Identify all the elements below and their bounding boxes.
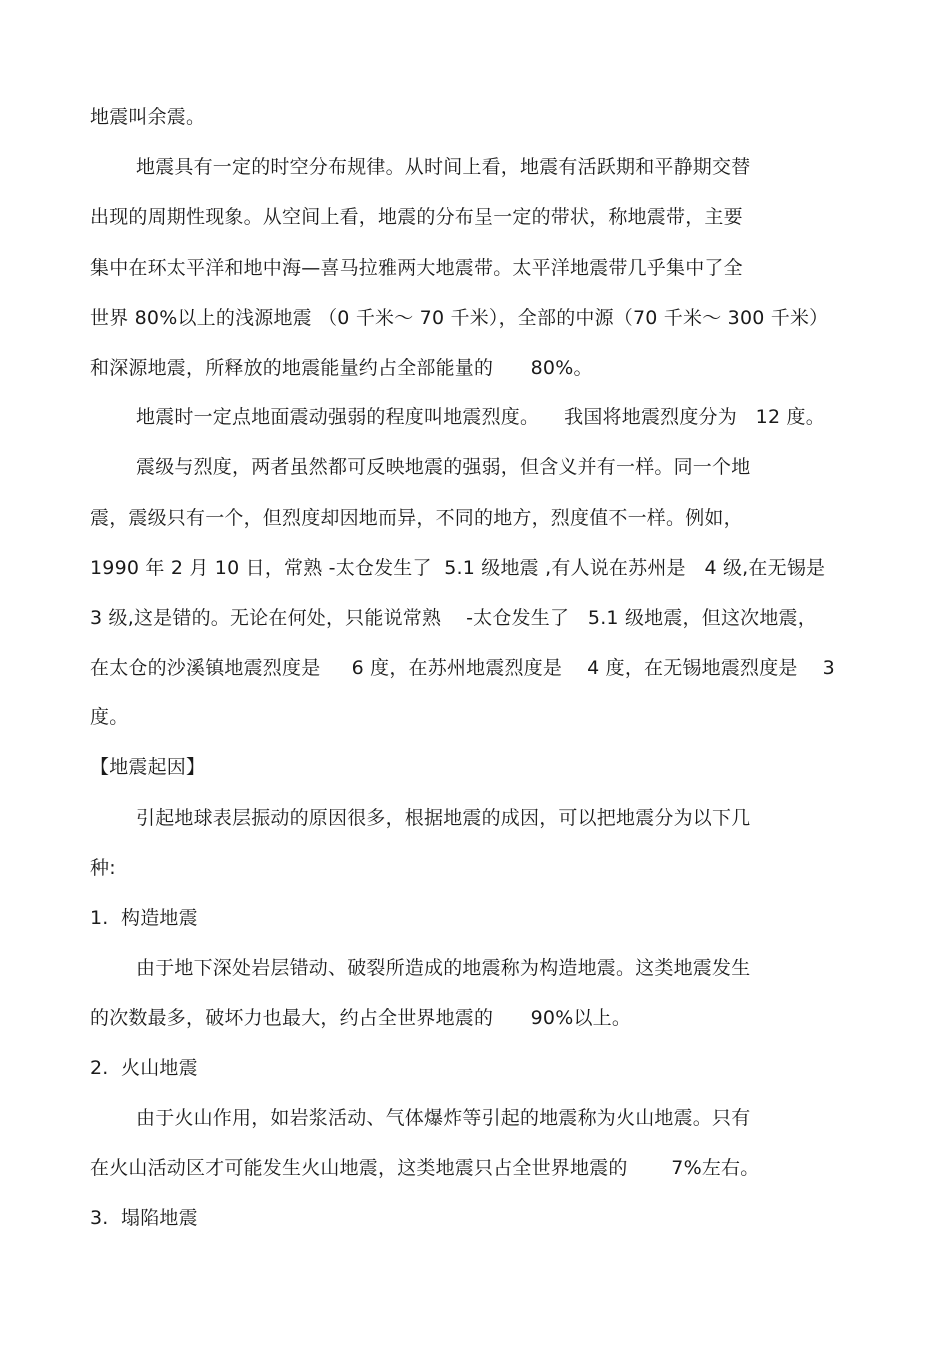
text-line: 的次数最多，破坏力也最大，约占全世界地震的 90%以上。 [90,1007,632,1029]
text-line: 地震叫余震。 [90,106,206,128]
text-line: 世界 80%以上的浅源地震 （0 千米～ 70 千米），全部的中源（70 千米～ 300 千米） [90,307,829,329]
text-line: 震级与烈度，两者虽然都可反映地震的强弱，但含义并有一样。同一个地 [136,456,751,478]
text-line: 由于火山作用，如岩浆活动、气体爆炸等引起的地震称为火山地震。只有 [136,1107,751,1129]
text-line: 1990 年 2 月 10 日，常熟 -太仓发生了 5.1 级地震 ,有人说在苏州是 4 级,在无锡是 [90,557,826,579]
text-line: 度。 [90,706,129,728]
text-line: 集中在环太平洋和地中海—喜马拉雅两大地震带。太平洋地震带几乎集中了全 [90,257,743,279]
text-line: 地震具有一定的时空分布规律。从时间上看，地震有活跃期和平静期交替 [136,156,751,178]
text-line: 种: [90,857,116,879]
text-line: 3 级,这是错的。无论在何处，只能说常熟 -太仓发生了 5.1 级地震，但这次地震， [90,607,817,629]
text-line: 在火山活动区才可能发生火山地震，这类地震只占全世界地震的 7%左右。 [90,1157,760,1179]
text-line: 由于地下深处岩层错动、破裂所造成的地震称为构造地震。这类地震发生 [136,957,751,979]
section-heading: 【地震起因】 [90,756,206,778]
text-line: 出现的周期性现象。从空间上看，地震的分布呈一定的带状，称地震带，主要 [90,206,743,228]
list-heading: 3. 塌陷地震 [90,1207,198,1229]
text-line: 和深源地震，所释放的地震能量约占全部能量的 80%。 [90,357,593,379]
text-line: 在太仓的沙溪镇地震烈度是 6 度，在苏州地震烈度是 4 度，在无锡地震烈度是 3 [90,657,835,679]
list-heading: 2. 火山地震 [90,1057,198,1079]
text-line: 震，震级只有一个，但烈度却因地而异，不同的地方，烈度值不一样。例如， [90,507,743,529]
list-heading: 1. 构造地震 [90,907,198,929]
text-line: 引起地球表层振动的原因很多，根据地震的成因，可以把地震分为以下几 [136,807,751,829]
text-line: 地震时一定点地面震动强弱的程度叫地震烈度。 我国将地震烈度分为 12 度。 [136,406,825,428]
